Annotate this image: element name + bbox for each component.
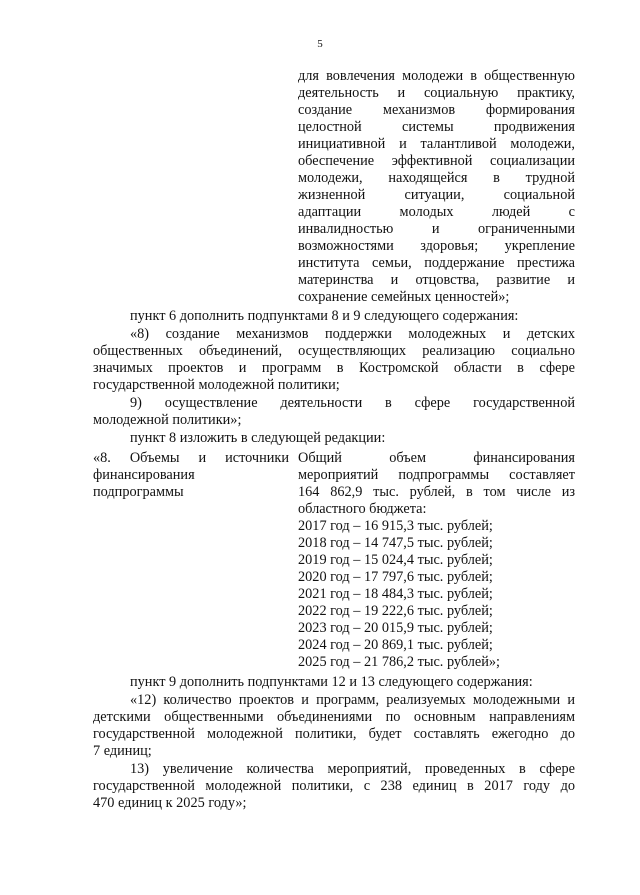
text-line: значимых проектов и программ в Костромской области в сфере — [93, 360, 575, 376]
text-line: «12) количество проектов и программ, реализуемых молодежными и — [130, 692, 575, 708]
table-right-line: Общий объем финансирования — [298, 450, 575, 466]
text-line: инвалидностью и ограниченными — [298, 221, 575, 237]
table-right-line: 2022 год – 19 222,6 тыс. рублей; — [298, 603, 493, 619]
text-line: 7 единиц; — [93, 743, 152, 759]
table-left-line: подпрограммы — [93, 484, 184, 500]
text-line: для вовлечения молодежи в общественную — [298, 68, 575, 84]
table-right-line: 2019 год – 15 024,4 тыс. рублей; — [298, 552, 493, 568]
text-line: детскими общественными объединениями по основным направлениям — [93, 709, 575, 725]
text-line: возможностями здоровья; укрепление — [298, 238, 575, 254]
table-left-line: финансирования — [93, 467, 195, 483]
text-line: 13) увеличение количества мероприятий, проведенных в сфере — [130, 761, 575, 777]
text-line: деятельность и социальную практику, — [298, 85, 575, 101]
text-line: жизненной ситуации, социальной — [298, 187, 575, 203]
table-right-line: 2024 год – 20 869,1 тыс. рублей; — [298, 637, 493, 653]
table-right-line: мероприятий подпрограммы составляет — [298, 467, 575, 483]
table-right-line: 2021 год – 18 484,3 тыс. рублей; — [298, 586, 493, 602]
page-number: 5 — [317, 38, 323, 50]
text-line: института семьи, поддержание престижа — [298, 255, 575, 271]
text-line: целостной системы продвижения — [298, 119, 575, 135]
table-left-line: «8. Объемы и источники — [93, 450, 289, 466]
text-line: обеспечение эффективной социализации — [298, 153, 575, 169]
text-line: создание механизмов формирования — [298, 102, 575, 118]
text-line: государственной молодежной политики; — [93, 377, 340, 393]
text-line: адаптации молодых людей с — [298, 204, 575, 220]
table-right-line: 2023 год – 20 015,9 тыс. рублей; — [298, 620, 493, 636]
text-line: инициативной и талантливой молодежи, — [298, 136, 575, 152]
text-line: сохранение семейных ценностей»; — [298, 289, 510, 305]
table-right-line: 2018 год – 14 747,5 тыс. рублей; — [298, 535, 493, 551]
table-right-line: 164 862,9 тыс. рублей, в том числе из — [298, 484, 575, 500]
text-line: 9) осуществление деятельности в сфере государственной — [130, 395, 575, 411]
text-line: пункт 9 дополнить подпунктами 12 и 13 следующего содержания: — [130, 674, 533, 690]
table-right-line: областного бюджета: — [298, 501, 427, 517]
text-line: пункт 6 дополнить подпунктами 8 и 9 следующего содержания: — [130, 308, 519, 324]
text-line: государственной молодежной политики, будет составлять ежегодно до — [93, 726, 575, 742]
text-line: молодежи, находящейся в трудной — [298, 170, 575, 186]
text-line: пункт 8 изложить в следующей редакции: — [130, 430, 386, 446]
table-right-line: 2017 год – 16 915,3 тыс. рублей; — [298, 518, 493, 534]
table-right-line: 2020 год – 17 797,6 тыс. рублей; — [298, 569, 493, 585]
text-line: молодежной политики»; — [93, 412, 242, 428]
text-line: государственной молодежной политики, с 238 единиц в 2017 году до — [93, 778, 575, 794]
text-line: «8) создание механизмов поддержки молодежных и детских — [130, 326, 575, 342]
text-line: материнства и отцовства, развитие и — [298, 272, 575, 288]
text-line: общественных объединений, осуществляющих реализацию социально — [93, 343, 575, 359]
text-line: 470 единиц к 2025 году»; — [93, 795, 247, 811]
table-right-line: 2025 год – 21 786,2 тыс. рублей»; — [298, 654, 501, 670]
